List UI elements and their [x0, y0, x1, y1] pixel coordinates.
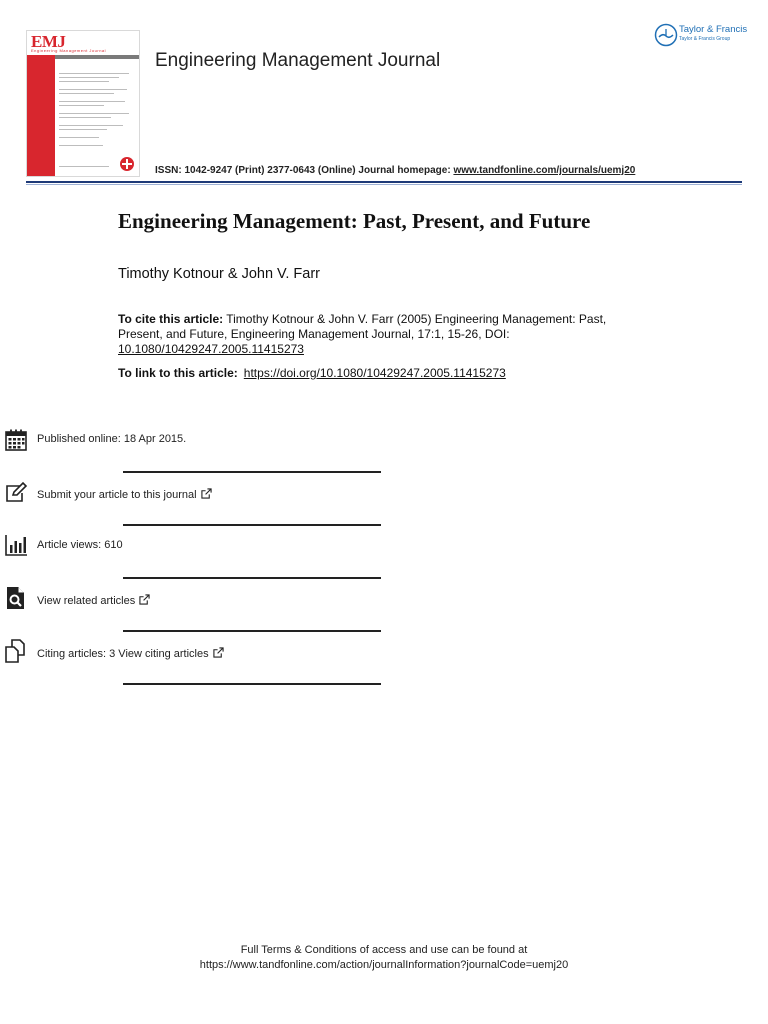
calendar-icon [4, 428, 28, 452]
edit-icon [4, 481, 28, 505]
cover-text-line [59, 113, 129, 114]
cover-text-line [59, 101, 125, 102]
published-row [0, 428, 258, 454]
footer-terms-link[interactable]: https://www.tandfonline.com/action/journalInformation?journalCode=uemj20 [199, 959, 569, 971]
info-divider [123, 630, 381, 632]
journal-cover-thumbnail [26, 30, 140, 177]
cover-text-line [59, 81, 109, 82]
info-divider [123, 524, 381, 526]
related-articles-link[interactable]: View related articles [37, 595, 136, 607]
cover-text-line [59, 105, 104, 106]
cover-text-line [59, 145, 103, 146]
cover-text-line [59, 129, 107, 130]
external-link-icon [213, 647, 224, 658]
journal-title: Engineering Management Journal [155, 50, 441, 71]
cover-red-strip [27, 55, 55, 177]
article-authors: Timothy Kotnour & John V. Farr [118, 266, 321, 282]
submit-article-row[interactable] [0, 481, 258, 507]
cover-text-line [59, 93, 114, 94]
publisher-logo-icon [654, 23, 678, 47]
citing-documents-icon [4, 639, 28, 663]
publisher-logo[interactable] [654, 22, 746, 48]
article-views-row [0, 533, 258, 559]
header-divider-secondary [26, 184, 742, 185]
cover-text-line [59, 89, 127, 90]
cover-text-line [59, 77, 119, 78]
cite-doi-link[interactable]: 10.1080/10429247.2005.11415273 [118, 342, 304, 356]
info-divider [123, 577, 381, 579]
cite-text: Timothy Kotnour & John V. Farr (2005) Engineering Management: Past, Present, and Future, Engineering Management Journal, 17:1, 15-26, DOI: [118, 312, 607, 341]
publisher-group: Taylor & Francis Group [679, 36, 731, 42]
cover-text-line [59, 166, 109, 167]
citing-articles-text [37, 647, 224, 660]
cover-text-line [59, 73, 129, 74]
cover-subtitle: Engineering Management Journal [31, 48, 107, 53]
related-articles-row[interactable] [0, 586, 258, 612]
citation-block [118, 312, 618, 357]
cover-seal-icon [120, 157, 134, 171]
article-link-line [118, 366, 506, 380]
issn-line [155, 165, 635, 176]
submit-article-link[interactable]: Submit your article to this journal [37, 489, 197, 501]
cover-text-line [59, 125, 123, 126]
cover-text-line [59, 117, 111, 118]
article-title: Engineering Management: Past, Present, and Future [118, 209, 591, 233]
cover-text-line [59, 137, 99, 138]
publisher-name: Taylor & Francis [679, 24, 748, 35]
citing-articles-link[interactable]: Citing articles: 3 View citing articles [37, 648, 209, 660]
article-doi-link[interactable]: https://doi.org/10.1080/10429247.2005.11415273 [243, 366, 506, 380]
bar-chart-icon [4, 533, 28, 557]
external-link-icon [139, 594, 150, 605]
submit-article-text [37, 488, 212, 501]
related-articles-text [37, 594, 150, 607]
issn-text: ISSN: 1042-9247 (Print) 2377-0643 (Online) Journal homepage: [155, 165, 454, 176]
footer-terms [0, 943, 768, 973]
journal-homepage-link[interactable]: www.tandfonline.com/journals/uemj20 [453, 165, 636, 176]
external-link-icon [201, 488, 212, 499]
article-views: Article views: 610 [37, 539, 123, 551]
cover-header-bar [55, 55, 140, 59]
published-date: Published online: 18 Apr 2015. [37, 433, 187, 445]
info-divider [123, 683, 381, 685]
link-label: To link to this article: [118, 366, 238, 380]
cover-logo: EMJ [31, 32, 66, 51]
header-divider [26, 181, 742, 183]
citing-articles-row[interactable] [0, 639, 258, 665]
footer-line-1: Full Terms & Conditions of access and use can be found at [240, 944, 528, 956]
cite-label: To cite this article: [118, 312, 224, 326]
document-search-icon [4, 586, 28, 610]
info-divider [123, 471, 381, 473]
